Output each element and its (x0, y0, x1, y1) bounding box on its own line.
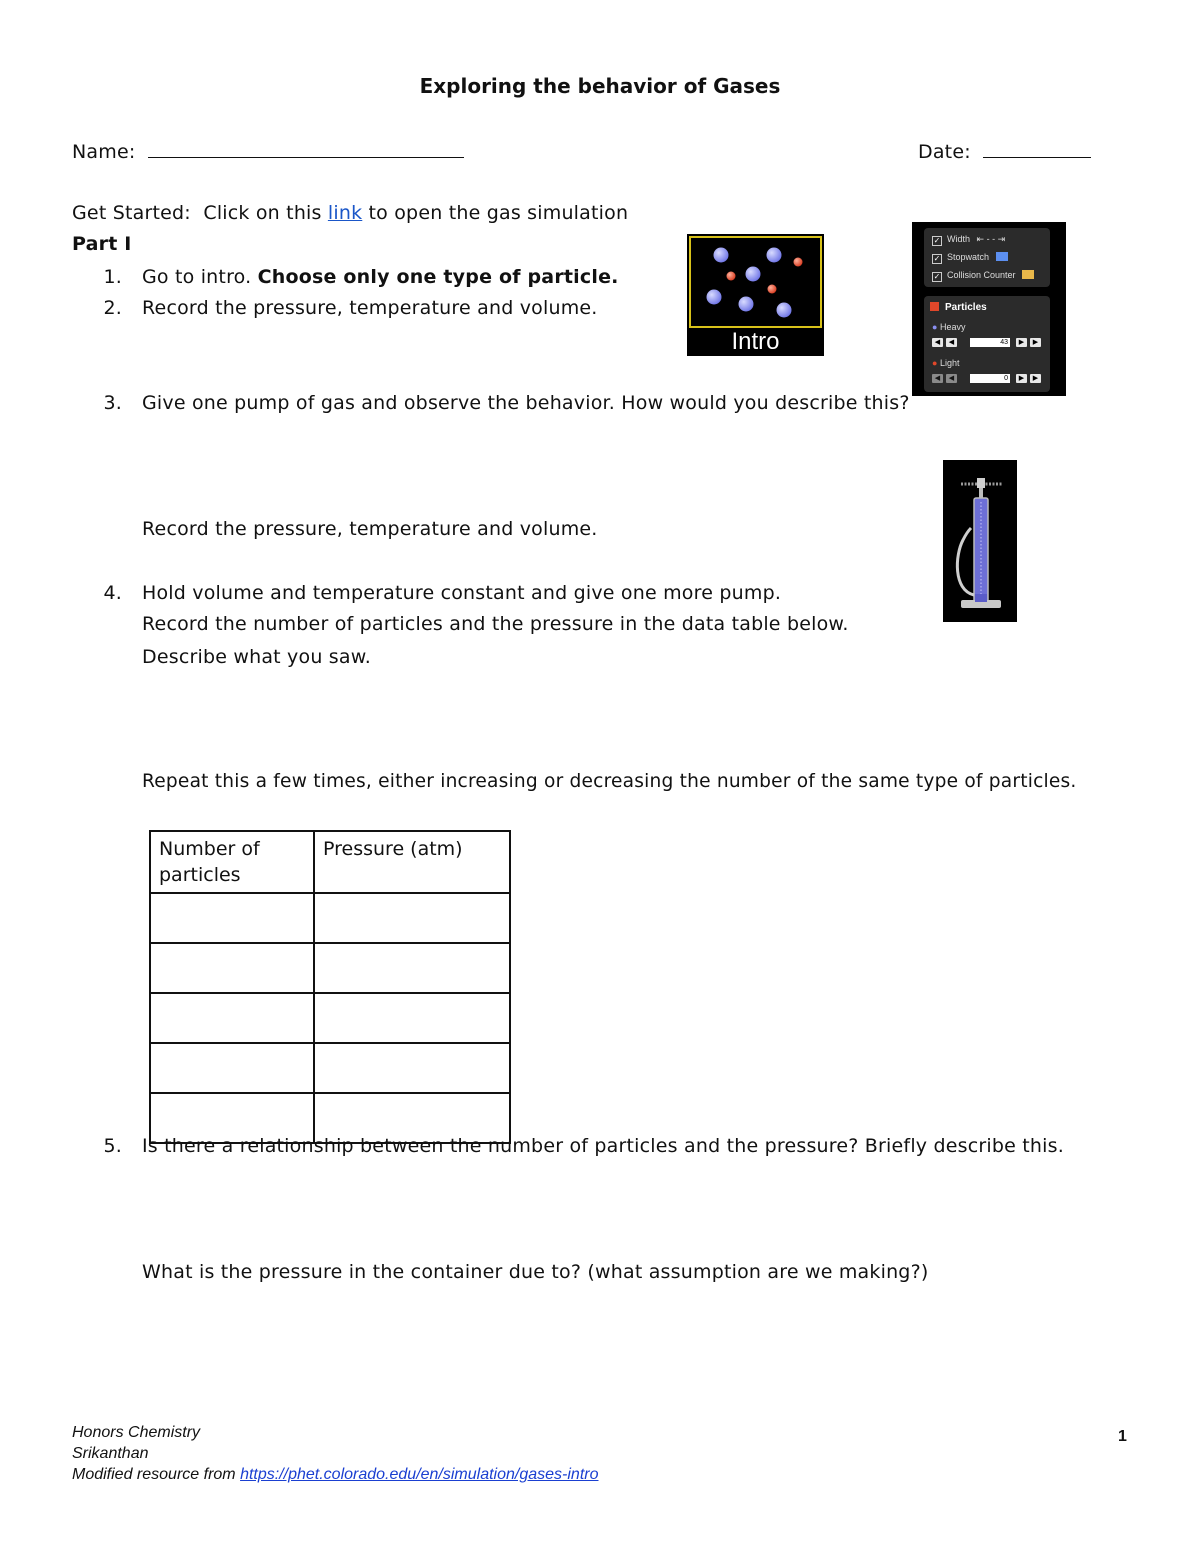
date-field[interactable] (983, 139, 1091, 158)
heavy-decrease-button: ◀ (946, 338, 957, 347)
date-label: Date: (918, 141, 971, 163)
checkbox-icon: ✓ (933, 254, 941, 263)
collision-counter-label: Collision Counter (947, 270, 1016, 280)
heavy-particle (746, 267, 761, 282)
light-decrease-button: ◀ (946, 374, 957, 383)
options-box (924, 228, 1050, 287)
table-row (150, 1043, 510, 1093)
width-label: Width (947, 234, 971, 244)
step-3-number: 3. (103, 392, 122, 414)
footer-source-link[interactable]: https://phet.colorado.edu/en/simulation/gases-intro (240, 1466, 599, 1483)
heavy-particle (777, 303, 792, 318)
page-number: 1 (1118, 1428, 1127, 1445)
table-cell[interactable] (150, 1043, 314, 1093)
stopwatch-label: Stopwatch (947, 252, 990, 262)
name-label: Name: (72, 141, 136, 163)
heavy-particle (714, 248, 729, 263)
light-dot-icon: ● (932, 358, 938, 368)
light-value: 0 (970, 374, 1010, 383)
table-row (150, 893, 510, 943)
heavy-label: Heavy (939, 322, 966, 332)
data-table (149, 830, 511, 1144)
footer-author: Srikanthan (72, 1445, 149, 1462)
table-cell[interactable] (314, 993, 510, 1043)
collapse-icon (930, 302, 939, 311)
heavy-value: 43 (970, 338, 1010, 347)
date-row (918, 139, 1091, 163)
heavy-decrease-more-button: ◀ (932, 338, 943, 347)
footer-source-prefix: Modified resource from (72, 1466, 241, 1483)
stopwatch-option (932, 252, 1008, 264)
width-arrows-icon: ⇤ - - ⇥ (976, 234, 1006, 244)
light-label: Light (939, 358, 960, 368)
heavy-increase-button: ▶ (1016, 338, 1027, 347)
table-cell[interactable] (314, 943, 510, 993)
light-particle (727, 272, 736, 281)
light-increase-more-button: ▶ (1030, 374, 1041, 383)
page-title: Exploring the behavior of Gases (419, 74, 781, 98)
stopwatch-icon (996, 252, 1008, 261)
light-decrease-more-button: ◀ (932, 374, 943, 383)
name-field[interactable] (148, 139, 464, 158)
table-header-row (150, 831, 510, 893)
name-row (72, 139, 464, 163)
simulation-link[interactable]: link (327, 202, 363, 224)
intro-screen-thumbnail (687, 234, 824, 356)
collision-counter-option (932, 270, 1034, 282)
counter-icon (1022, 270, 1034, 279)
light-particle (794, 258, 803, 267)
particles-box (924, 296, 1050, 392)
header-pressure: Pressure (atm) (314, 831, 510, 893)
heavy-increase-more-button: ▶ (1030, 338, 1041, 347)
checkbox-icon: ✓ (933, 272, 941, 281)
heavy-row-label (932, 322, 965, 332)
step-5-followup: What is the pressure in the container due to? (what assumption are we making?) (142, 1261, 929, 1283)
width-option (932, 234, 1005, 246)
step-3-text: Give one pump of gas and observe the behavior. How would you describe this? (142, 392, 910, 414)
heavy-particle (707, 290, 722, 305)
get-started-suffix: to open the gas simulation (362, 202, 629, 224)
light-particle (768, 285, 777, 294)
intro-label: Intro (731, 328, 780, 355)
part-heading: Part I (72, 233, 132, 255)
step-5-text: Is there a relationship between the number of particles and the pressure? Briefly describe this. (142, 1135, 1064, 1157)
table-cell[interactable] (150, 893, 314, 943)
table-cell[interactable] (314, 893, 510, 943)
light-increase-button: ▶ (1016, 374, 1027, 383)
particles-label: Particles (945, 302, 987, 313)
table-cell[interactable] (150, 943, 314, 993)
step-4-line-1: Hold volume and temperature constant and give one more pump. (142, 582, 782, 604)
heavy-particle (739, 297, 754, 312)
repeat-instruction: Repeat this a few times, either increasing or decreasing the number of the same type of particles. (142, 771, 1077, 792)
pump-thumbnail (943, 460, 1017, 622)
heavy-dot-icon: ● (932, 322, 938, 332)
controls-panel-thumbnail (912, 222, 1066, 396)
step-4-number: 4. (103, 582, 122, 604)
particles-illustration (691, 238, 820, 326)
header-number-of-particles: Number of particles (150, 831, 314, 893)
step-2-text: Record the pressure, temperature and volume. (142, 297, 598, 319)
step-4-line-3: Describe what you saw. (142, 646, 371, 668)
intro-particle-box (689, 236, 822, 328)
footer-course: Honors Chemistry (72, 1424, 201, 1441)
pump-icon (943, 460, 1017, 622)
step-1-number: 1. (103, 266, 122, 288)
step-1-emphasis: Choose only one type of particle. (257, 266, 619, 288)
particles-header (930, 302, 987, 313)
get-started-line (72, 202, 628, 224)
heavy-particle (767, 248, 782, 263)
step-4-line-2: Record the number of particles and the pressure in the data table below. (142, 613, 849, 635)
step-1-text: Go to intro. (142, 266, 258, 288)
footer-source (72, 1466, 599, 1484)
table-row (150, 943, 510, 993)
table-cell[interactable] (314, 1043, 510, 1093)
table-row (150, 993, 510, 1043)
step-2-number: 2. (103, 297, 122, 319)
checkbox-icon: ✓ (933, 236, 941, 245)
step-5-number: 5. (103, 1135, 122, 1157)
light-row-label (932, 358, 959, 368)
table-cell[interactable] (150, 993, 314, 1043)
get-started-prefix: Get Started: Click on this (72, 202, 328, 224)
step-3-record: Record the pressure, temperature and volume. (142, 518, 598, 540)
